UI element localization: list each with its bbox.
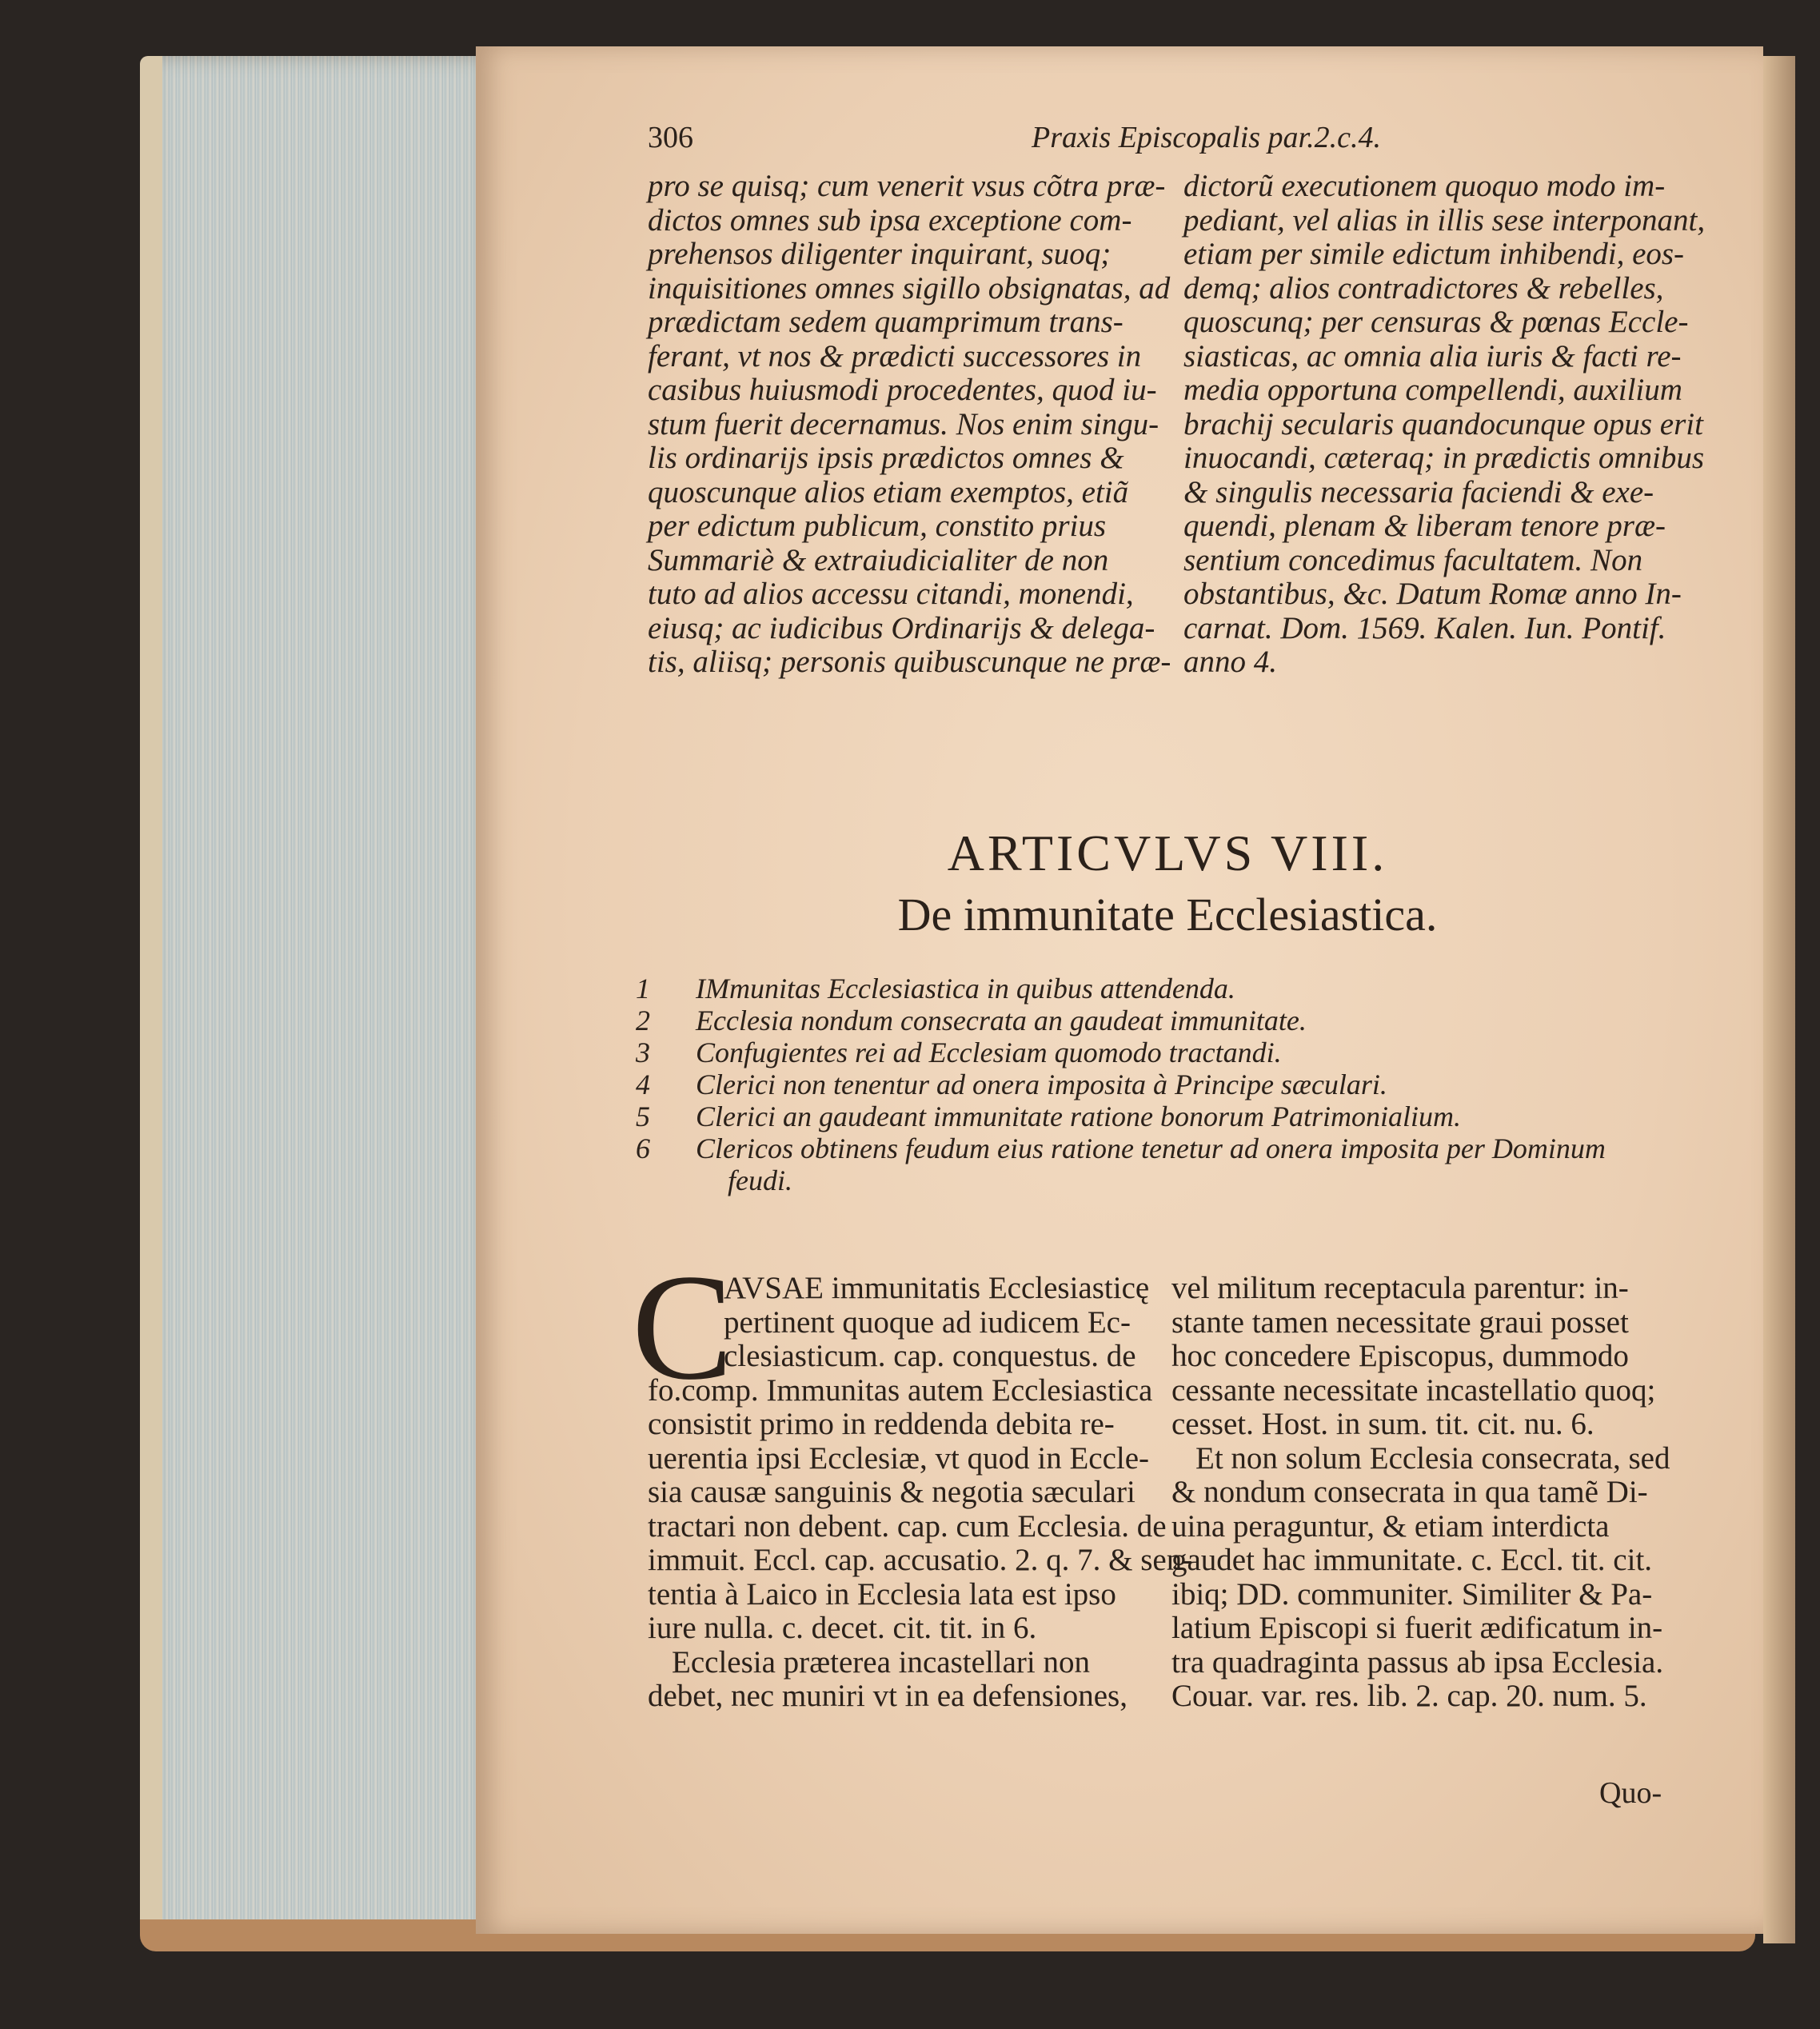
- body-right-column: [1171, 1272, 1683, 1714]
- text-line: sentium concedimus facultatem. Non: [1183, 542, 1643, 577]
- text-line: pro se quisq; cum venerit vsus cõtra præ-: [648, 169, 1166, 203]
- text-line: tractari non debent. cap. cum Ecclesia. de: [648, 1508, 1167, 1544]
- summary-number: 1: [636, 973, 650, 1005]
- text-line: prehensos diligenter inquirant, suoq;: [648, 237, 1112, 271]
- text-line: tra quadraginta passus ab ipsa Ecclesia.: [1171, 1644, 1664, 1680]
- catchword: Quo-: [1599, 1776, 1662, 1810]
- text-line: cesset. Host. in sum. tit. cit. nu. 6.: [1171, 1407, 1594, 1441]
- summary-text: IMmunitas Ecclesiastica in quibus attendenda.: [696, 973, 1235, 1005]
- text-line: siasticas, ac omnia alia iuris & facti re-: [1183, 338, 1682, 373]
- text-line: Summariè & extraiudicialiter de non: [648, 542, 1109, 577]
- text-line: media opportuna compellendi, auxilium: [1183, 373, 1682, 407]
- text-line: ferant, vt nos & prædicti successores in: [648, 338, 1142, 373]
- text-line: inquisitiones omnes sigillo obsignatas, ad: [648, 270, 1171, 306]
- summary-number: 2: [636, 1005, 650, 1036]
- text-line: immuit. Eccl. cap. accusatio. 2. q. 7. & sen-: [648, 1543, 1193, 1577]
- text-line: hoc concedere Episcopus, dummodo: [1171, 1339, 1629, 1373]
- page-number: 306: [648, 121, 693, 154]
- text-line: obstantibus, &c. Datum Romæ anno In-: [1183, 577, 1682, 611]
- summary-item: [636, 1068, 1683, 1100]
- summary-item: [636, 1036, 1683, 1068]
- text-line: & nondum consecrata in qua tamẽ Di-: [1171, 1475, 1648, 1509]
- text-line: cessante necessitate incastellatio quoq;: [1171, 1372, 1656, 1408]
- book-page-edges: [140, 56, 498, 1939]
- text-line: tis, aliisq; personis quibuscunque ne præ-: [648, 645, 1171, 679]
- text-line: brachij secularis quandocunque opus erit: [1183, 406, 1703, 441]
- text-line: demq; alios contradictores & rebelles,: [1183, 270, 1664, 306]
- text-line: debet, nec muniri vt in ea defensiones,: [648, 1679, 1128, 1713]
- text-line: prædictam sedem quamprimum trans-: [648, 305, 1124, 339]
- running-head: [648, 120, 1679, 168]
- text-line: sia causæ sanguinis & negotia sæculari: [648, 1475, 1136, 1509]
- text-line: latium Episcopi si fuerit ædificatum in-: [1171, 1611, 1663, 1645]
- article-subtitle: De immunitate Ecclesiastica.: [897, 889, 1438, 941]
- text-line: tentia à Laico in Ecclesia lata est ipso: [648, 1576, 1116, 1612]
- drop-cap: C: [632, 1244, 733, 1412]
- text-line: eiusq; ac iudicibus Ordinarijs & delega-: [648, 610, 1155, 645]
- summary-text: Clericos obtinens feudum eius ratione tenetur ad onera imposita per Dominum: [696, 1132, 1606, 1164]
- article-heading: ARTICVLVS VIII.: [947, 825, 1388, 881]
- text-line: ibiq; DD. communiter. Similiter & Pa-: [1171, 1576, 1653, 1612]
- summary-number: 5: [636, 1100, 650, 1132]
- summary-item-continuation: [636, 1164, 1683, 1196]
- text-line: uina peraguntur, & etiam interdicta: [1171, 1508, 1610, 1544]
- text-line: uerentia ipsi Ecclesiæ, vt quod in Eccle-: [648, 1440, 1150, 1476]
- text-line: dictorũ executionem quoquo modo im-: [1183, 169, 1666, 203]
- text-line: AVSAE immunitatis Ecclesiasticę: [724, 1271, 1150, 1305]
- text-line: consistit primo in reddenda debita re-: [648, 1407, 1115, 1441]
- running-title: Praxis Episcopalis par.2.c.4.: [1032, 121, 1381, 154]
- text-line: Ecclesia præterea incastellari non: [672, 1644, 1090, 1680]
- text-line: carnat. Dom. 1569. Kalen. Iun. Pontif.: [1183, 610, 1666, 645]
- text-line: gaudet hac immunitate. c. Eccl. tit. cit.: [1171, 1543, 1653, 1577]
- top-left-column: [648, 169, 1171, 680]
- summary-continuation: feudi.: [728, 1164, 792, 1196]
- text-line: pediant, vel alias in illis sese interponant,: [1183, 202, 1706, 238]
- article-summary: [636, 972, 1683, 1196]
- text-line: tuto ad alios accessu citandi, monendi,: [648, 577, 1134, 611]
- text-line: pertinent quoque ad iudicem Ec-: [724, 1304, 1131, 1340]
- text-line: dictos omnes sub ipsa exceptione com-: [648, 202, 1132, 238]
- text-line: iure nulla. c. decet. cit. tit. in 6.: [648, 1611, 1037, 1645]
- text-line: vel militum receptacula parentur: in-: [1171, 1271, 1629, 1305]
- summary-item: [636, 1004, 1683, 1036]
- summary-text: Clerici an gaudeant immunitate ratione bonorum Patrimonialium.: [696, 1100, 1461, 1132]
- text-line: quoscunque alios etiam exemptos, etiã: [648, 474, 1129, 509]
- text-line: fo.comp. Immunitas autem Ecclesiastica: [648, 1372, 1153, 1408]
- text-line: casibus huiusmodi procedentes, quod iu-: [648, 373, 1157, 407]
- text-line: per edictum publicum, constito prius: [648, 509, 1107, 543]
- summary-text: Confugientes rei ad Ecclesiam quomodo tractandi.: [696, 1036, 1282, 1068]
- next-page-edge: [1763, 56, 1795, 1943]
- text-line: anno 4.: [1183, 645, 1277, 679]
- text-line: clesiasticum. cap. conquestus. de: [724, 1339, 1136, 1373]
- top-right-column: [1183, 169, 1706, 680]
- text-line: inuocandi, cæteraq; in prædictis omnibus: [1183, 441, 1705, 475]
- text-line: lis ordinarijs ipsis prædictos omnes &: [648, 441, 1124, 475]
- text-line: stante tamen necessitate graui posset: [1171, 1304, 1629, 1340]
- summary-item: [636, 972, 1683, 1004]
- summary-item: [636, 1100, 1683, 1132]
- text-line: quoscunq; per censuras & pœnas Eccle-: [1183, 305, 1689, 339]
- text-line: Couar. var. res. lib. 2. cap. 20. num. 5.: [1171, 1679, 1647, 1713]
- summary-number: 6: [636, 1132, 650, 1164]
- summary-number: 3: [636, 1036, 650, 1068]
- summary-number: 4: [636, 1068, 650, 1100]
- text-line: & singulis necessaria faciendi & exe-: [1183, 474, 1654, 509]
- summary-text: Ecclesia nondum consecrata an gaudeat immunitate.: [696, 1005, 1307, 1036]
- text-line: stum fuerit decernamus. Nos enim singu-: [648, 406, 1159, 441]
- summary-item: [636, 1132, 1683, 1164]
- body-left-column: [648, 1271, 1193, 1714]
- text-line: quendi, plenam & liberam tenore præ-: [1183, 509, 1666, 543]
- text-line: Et non solum Ecclesia consecrata, sed: [1195, 1440, 1670, 1476]
- summary-text: Clerici non tenentur ad onera imposita à Principe sæculari.: [696, 1068, 1387, 1100]
- text-line: etiam per simile edictum inhibendi, eos-: [1183, 237, 1685, 271]
